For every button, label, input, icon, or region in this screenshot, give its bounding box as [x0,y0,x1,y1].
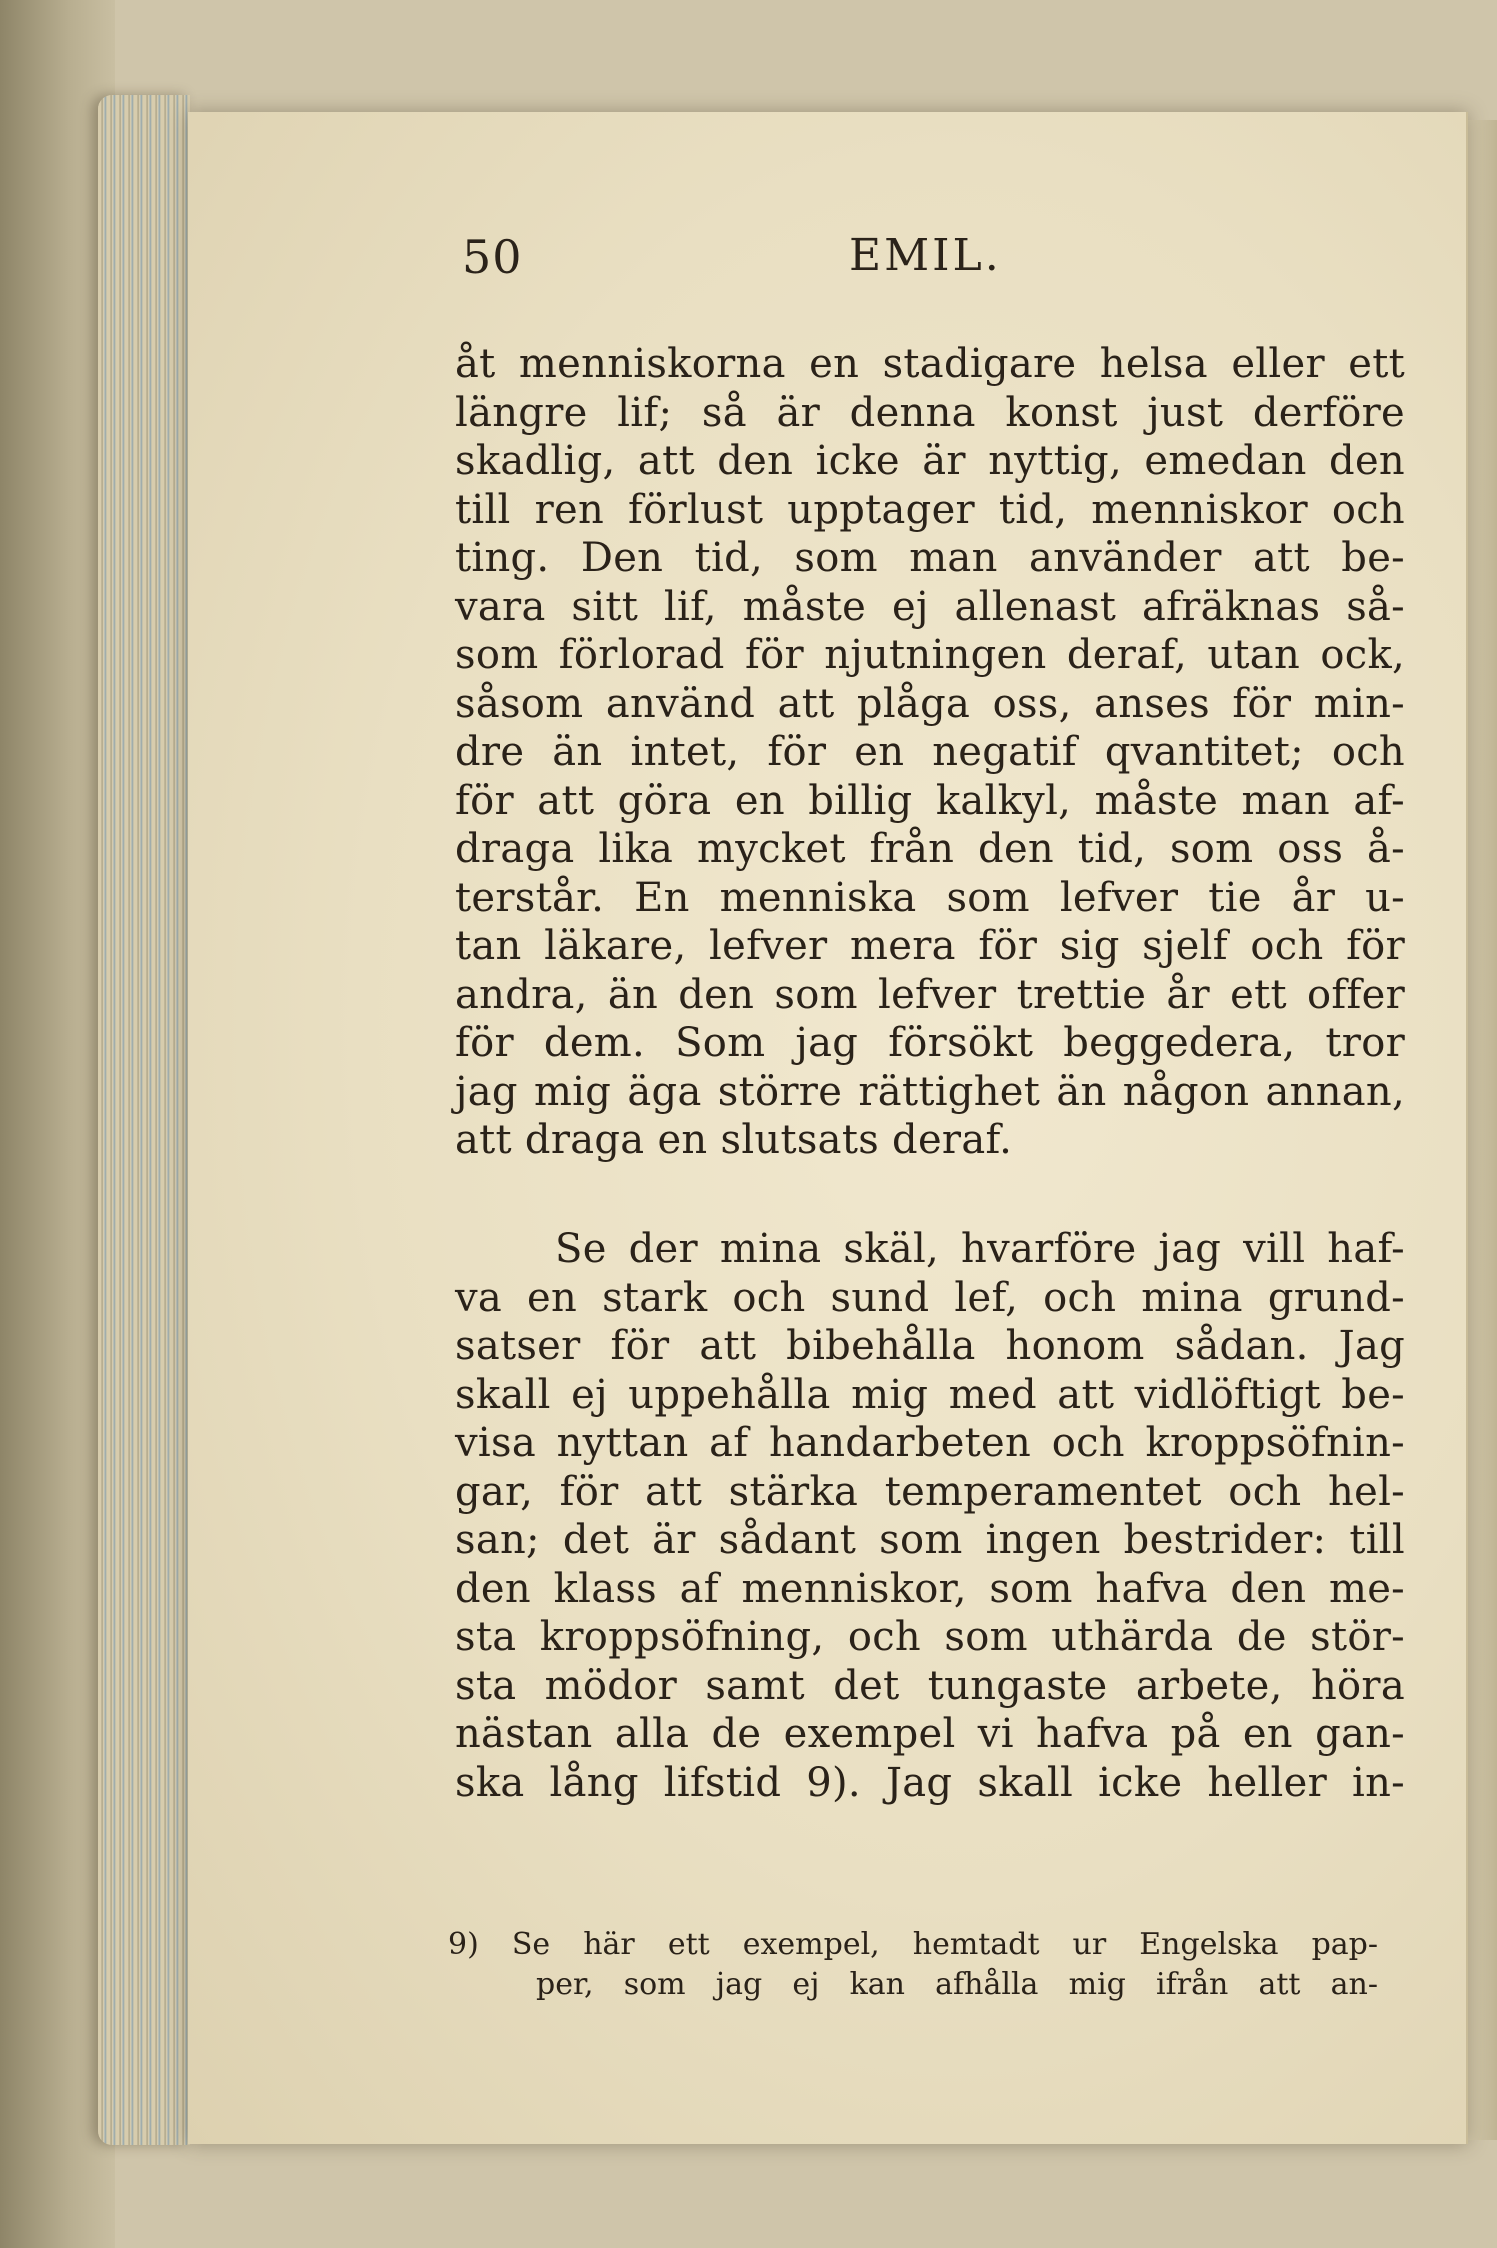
text-line: för att göra en billig kalkyl, måste man af- [455,777,1405,824]
text-line: åt menniskorna en stadigare helsa eller ett [455,341,1405,387]
paragraph-1 [455,340,1405,1165]
text-line: vara sitt lif, måste ej allenast afräknas så- [455,583,1405,630]
text-line: terstår. En menniska som lefver tie år u- [455,874,1405,921]
text-line: andra, än den som lefver trettie år ett offer [455,971,1405,1018]
text-line: till ren förlust upptager tid, menniskor och [455,486,1405,533]
text-line: gar, för att stärka temperamentet och hel- [455,1468,1405,1515]
text-line: tan läkare, lefver mera för sig sjelf och för [455,923,1405,969]
text-line: skadlig, att den icke är nyttig, emedan den [455,438,1405,484]
running-title: EMIL. [849,230,1002,281]
text-line: visa nyttan af handarbeten och kroppsöfnin- [455,1420,1405,1466]
text-line: längre lif; så är denna konst just derföre [455,389,1405,436]
text-line: såsom använd att plåga oss, anses för min- [455,680,1405,727]
text-line: satser för att bibehålla honom sådan. Jag [455,1323,1405,1369]
page-number: 50 [462,230,523,284]
text-line: sta mödor samt det tungaste arbete, höra [455,1662,1405,1709]
text-line: Se der mina skäl, hvarföre jag vill haf- [555,1226,1405,1272]
text-line: jag mig äga större rättighet än någon annan, [455,1068,1405,1115]
text-line: dre än intet, för en negatif qvantitet; och [455,729,1405,775]
text-line: nästan alla de exempel vi hafva på en gan- [455,1711,1405,1757]
text-line: att draga en slutsats deraf. [455,1117,1013,1163]
text-line: draga lika mycket från den tid, som oss å- [455,826,1405,872]
running-head [462,230,1392,300]
text-line: som förlorad för njutningen deraf, utan ock, [455,632,1405,678]
text-line: sta kroppsöfning, och som uthärda de stör- [455,1614,1405,1660]
page-edges [98,95,190,2145]
footnote-line: per, som jag ej kan afhålla mig ifrån att an- [536,1967,1378,2002]
footnote [448,1925,1378,2005]
text-line: ting. Den tid, som man använder att be- [455,535,1405,581]
paragraph-2 [455,1225,1405,1807]
text-line: den klass af menniskor, som hafva den me- [455,1565,1405,1612]
text-line: san; det är sådant som ingen bestrider: till [455,1517,1405,1563]
text-line: va en stark och sund lef, och mina grund- [455,1274,1405,1321]
text-line: ska lång lifstid 9). Jag skall icke heller in- [455,1759,1405,1806]
text-line: skall ej uppehålla mig med att vidlöftigt be- [455,1371,1405,1418]
footnote-line: 9) Se här ett exempel, hemtadt ur Engelska pap- [448,1927,1378,1962]
text-line: för dem. Som jag försökt beggedera, tror [455,1020,1405,1066]
